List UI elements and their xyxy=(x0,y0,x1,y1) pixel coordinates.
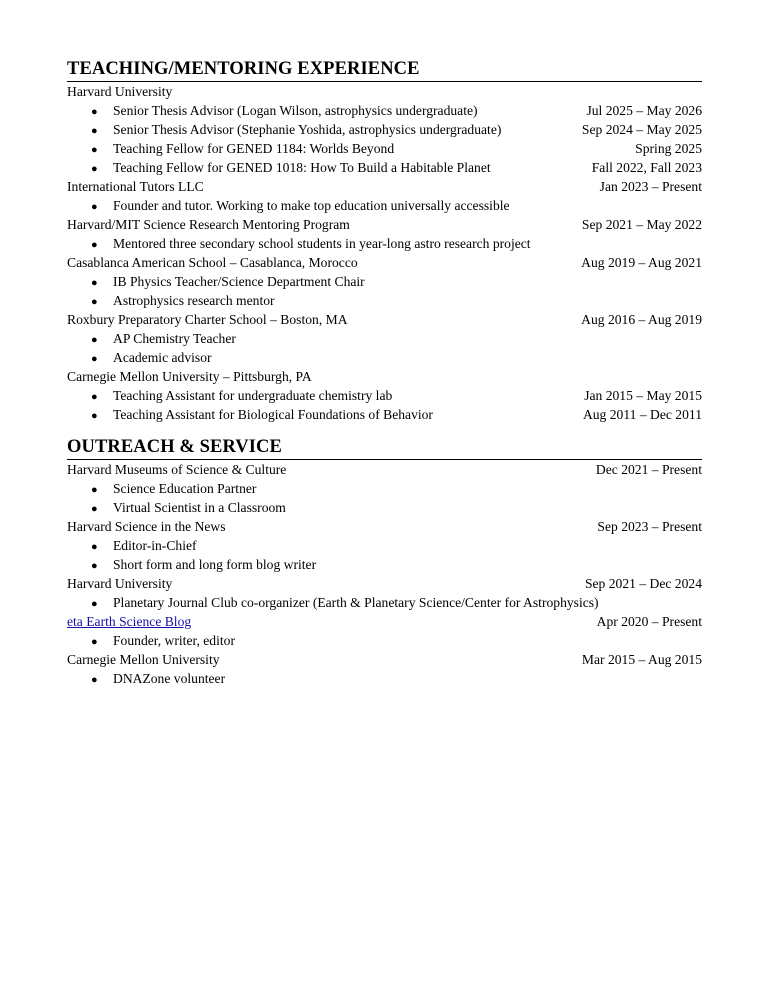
list-item: ● Founder, writer, editor xyxy=(67,631,702,650)
bullet-icon: ● xyxy=(91,334,98,346)
entry-date: Sep 2023 – Present xyxy=(597,519,702,534)
teaching-section xyxy=(67,58,702,424)
entry-org: Casablanca American School – Casablanca, Morocco xyxy=(67,255,358,270)
bullet-icon: ● xyxy=(91,353,98,365)
bullet-icon: ● xyxy=(91,239,98,251)
list-item: ● Short form and long form blog writer xyxy=(67,555,702,574)
list-item: ● Senior Thesis Advisor (Logan Wilson, astrophysics undergraduate) Jul 2025 – May 2026 xyxy=(67,101,702,120)
bullet-icon: ● xyxy=(91,484,98,496)
entry-date: Mar 2015 – Aug 2015 xyxy=(581,652,702,667)
entry-carnegie-mellon-teaching xyxy=(67,367,702,424)
entry-harvard-mit-srmp xyxy=(67,215,702,253)
entry-org: Harvard University xyxy=(67,576,173,591)
bullet-date: Fall 2022, Fall 2023 xyxy=(591,160,702,175)
list-item: ● DNAZone volunteer xyxy=(67,669,702,688)
resume-page xyxy=(67,58,702,688)
entry-org: Harvard Museums of Science & Culture xyxy=(67,462,287,477)
list-item: ● Teaching Fellow for GENED 1018: How To Build a Habitable Planet Fall 2022, Fall 2023 xyxy=(67,158,702,177)
bullet-date: Aug 2011 – Dec 2011 xyxy=(582,407,702,422)
bullet-icon: ● xyxy=(91,201,98,213)
list-item: ● AP Chemistry Teacher xyxy=(67,329,702,348)
entry-date: Aug 2019 – Aug 2021 xyxy=(581,255,702,270)
bullet-icon: ● xyxy=(91,503,98,515)
bullet-icon: ● xyxy=(91,144,98,156)
entry-international-tutors xyxy=(67,177,702,215)
bullet-icon: ● xyxy=(91,541,98,553)
entry-harvard-museums xyxy=(67,460,702,517)
entry-org: International Tutors LLC xyxy=(67,179,204,194)
bullet-icon: ● xyxy=(91,296,98,308)
bullet-icon: ● xyxy=(91,277,98,289)
list-item: ● Senior Thesis Advisor (Stephanie Yoshida, astrophysics undergraduate) Sep 2024 – May 2025 xyxy=(67,120,702,139)
bullet-icon: ● xyxy=(91,125,98,137)
bullet-date: Jan 2015 – May 2015 xyxy=(584,388,702,403)
list-item: ● Teaching Fellow for GENED 1184: Worlds Beyond Spring 2025 xyxy=(67,139,702,158)
entry-org: Harvard University xyxy=(67,84,173,99)
entry-date: Apr 2020 – Present xyxy=(596,614,702,629)
entry-casablanca-american-school xyxy=(67,253,702,310)
entry-org: Harvard/MIT Science Research Mentoring Program xyxy=(67,217,350,232)
entry-date: Jan 2023 – Present xyxy=(599,179,702,194)
bullet-icon: ● xyxy=(91,674,98,686)
bullet-icon: ● xyxy=(91,636,98,648)
section-title-teaching: TEACHING/MENTORING EXPERIENCE xyxy=(67,58,702,82)
entry-harvard-sitn xyxy=(67,517,702,574)
eta-earth-blog-link[interactable]: eta Earth Science Blog xyxy=(67,614,192,629)
entry-date: Sep 2021 – May 2022 xyxy=(581,217,702,232)
list-item: ● Teaching Assistant for undergraduate chemistry lab Jan 2015 – May 2015 xyxy=(67,386,702,405)
list-item: ● Editor-in-Chief xyxy=(67,536,702,555)
entry-org: Harvard Science in the News xyxy=(67,519,226,534)
entry-harvard-university-outreach xyxy=(67,574,702,612)
bullet-icon: ● xyxy=(91,598,98,610)
bullet-icon: ● xyxy=(91,410,98,422)
list-item: ● Mentored three secondary school students in year-long astro research project xyxy=(67,234,702,253)
entry-roxbury-prep xyxy=(67,310,702,367)
entry-carnegie-mellon-outreach xyxy=(67,650,702,688)
list-item: ● Founder and tutor. Working to make top education universally accessible xyxy=(67,196,702,215)
list-item: ● Astrophysics research mentor xyxy=(67,291,702,310)
bullet-icon: ● xyxy=(91,163,98,175)
entry-org: Roxbury Preparatory Charter School – Boston, MA xyxy=(67,312,348,327)
section-title-outreach: OUTREACH & SERVICE xyxy=(67,436,702,460)
entry-date: Dec 2021 – Present xyxy=(595,462,702,477)
list-item: ● Science Education Partner xyxy=(67,479,702,498)
bullet-date: Sep 2024 – May 2025 xyxy=(581,122,702,137)
list-item: ● Planetary Journal Club co-organizer (Earth & Planetary Science/Center for Astrophysics) xyxy=(67,593,702,612)
list-item: ● Academic advisor xyxy=(67,348,702,367)
list-item: ● IB Physics Teacher/Science Department Chair xyxy=(67,272,702,291)
entry-eta-earth-blog xyxy=(67,612,702,650)
list-item: ● Virtual Scientist in a Classroom xyxy=(67,498,702,517)
list-item: ● Teaching Assistant for Biological Foundations of Behavior Aug 2011 – Dec 2011 xyxy=(67,405,702,424)
entry-date: Aug 2016 – Aug 2019 xyxy=(581,312,702,327)
bullet-date: Spring 2025 xyxy=(635,141,702,156)
outreach-section xyxy=(67,436,702,688)
entry-harvard-university xyxy=(67,82,702,177)
entry-date: Sep 2021 – Dec 2024 xyxy=(584,576,702,591)
entry-org: Carnegie Mellon University xyxy=(67,652,220,667)
bullet-icon: ● xyxy=(91,106,98,118)
bullet-date: Jul 2025 – May 2026 xyxy=(586,103,702,118)
entry-org: Carnegie Mellon University – Pittsburgh, PA xyxy=(67,369,312,384)
bullet-icon: ● xyxy=(91,560,98,572)
bullet-icon: ● xyxy=(91,391,98,403)
